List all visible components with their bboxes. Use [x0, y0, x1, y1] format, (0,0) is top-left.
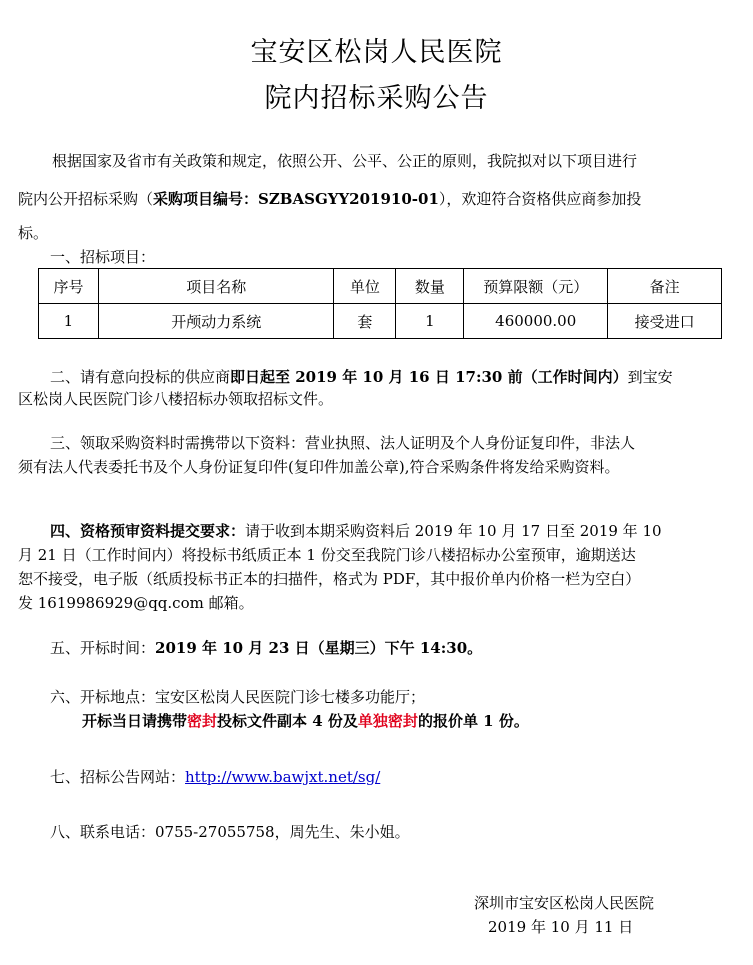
table-cell: 接受进口 [608, 304, 722, 339]
intro-text-c: ），欢迎符合资格供应商参加投 [438, 190, 642, 208]
section6-text-1: 开标当日请携带 [82, 712, 188, 730]
footer-org: 深圳市宝安区松岗人民医院 [474, 894, 655, 912]
section5-label: 五、开标时间： [50, 639, 156, 657]
section7-line [50, 766, 380, 787]
page-title: 宝安区松岗人民医院 [250, 37, 503, 68]
footer-date: 2019 年 10 月 11 日 [488, 918, 634, 936]
section8-line: 八、联系电话：0755-27055758，周先生、朱小姐。 [50, 823, 410, 841]
section2-text-c: 到宝安 [627, 368, 673, 386]
section3-line-1: 三、领取采购资料时需携带以下资料：营业执照、法人证明及个人身份证复印件，非法人 [50, 434, 636, 452]
section6-line-2 [82, 710, 529, 731]
separately-sealed-highlight: 单独密封 [357, 712, 418, 730]
section2-deadline: 即日起至 2019 年 10 月 16 日 17:30 前（工作时间内） [230, 368, 628, 386]
page-subtitle: 院内招标采购公告 [264, 83, 489, 114]
section3-line-2: 须有法人代表委托书及个人身份证复印件(复印件加盖公章),符合采购条件将发给采购资料。 [18, 458, 620, 476]
table-cell: 1 [396, 304, 464, 339]
table-cell: 1 [39, 304, 99, 339]
header-cell: 序号 [39, 269, 99, 304]
section6-text-3: 投标文件副本 4 份及 [217, 712, 358, 730]
section4-line-2: 月 21 日（工作时间内）将投标书纸质正本 1 份交至我院门诊八楼招标办公室预审，逾期送达 [18, 546, 636, 564]
website-link[interactable]: http://www.bawjxt.net/sg/ [185, 768, 381, 786]
intro-text-a: 院内公开招标采购（ [18, 190, 154, 208]
section2-line-2: 区松岗人民医院门诊八楼招标办领取招标文件。 [18, 390, 334, 408]
table-cell: 460000.00 [464, 304, 608, 339]
bid-items-table [38, 268, 722, 339]
header-cell: 单位 [334, 269, 396, 304]
intro-line-1: 根据国家及省市有关政策和规定，依照公开、公平、公正的原则，我院拟对以下项目进行 [52, 152, 638, 170]
header-cell: 数量 [396, 269, 464, 304]
section2-line-1 [50, 366, 673, 387]
section5-line [50, 637, 482, 658]
section7-label: 七、招标公告网站： [50, 768, 186, 786]
section1-heading: 一、招标项目： [50, 248, 156, 266]
section2-text-a: 二、请有意向投标的供应商 [50, 368, 231, 386]
section4-heading: 四、资格预审资料提交要求： [50, 522, 246, 540]
header-cell: 备注 [608, 269, 722, 304]
section6-text-5: 的报价单 1 份。 [417, 712, 529, 730]
section6-line-1: 六、开标地点：宝安区松岗人民医院门诊七楼多功能厅； [50, 688, 426, 706]
section4-line-4: 发 1619986929@qq.com 邮箱。 [18, 594, 254, 612]
opening-time: 2019 年 10 月 23 日（星期三）下午 14:30。 [155, 639, 483, 657]
header-cell: 项目名称 [98, 269, 334, 304]
table-row [39, 304, 722, 339]
project-number: 采购项目编号：SZBASGYY201910-01 [153, 190, 439, 208]
section4-line-1 [50, 520, 662, 541]
section4-text: 请于收到本期采购资料后 2019 年 10 月 17 日至 2019 年 10 [245, 522, 662, 540]
intro-line-2 [18, 188, 641, 209]
table-cell: 开颅动力系统 [98, 304, 334, 339]
table-cell: 套 [334, 304, 396, 339]
section4-line-3: 恕不接受，电子版（纸质投标书正本的扫描件，格式为 PDF，其中报价单内价格一栏为空白） [18, 570, 641, 588]
sealed-highlight: 密封 [187, 712, 218, 730]
table-header-row [39, 269, 722, 304]
intro-line-3: 标。 [18, 224, 49, 242]
header-cell: 预算限额（元） [464, 269, 608, 304]
